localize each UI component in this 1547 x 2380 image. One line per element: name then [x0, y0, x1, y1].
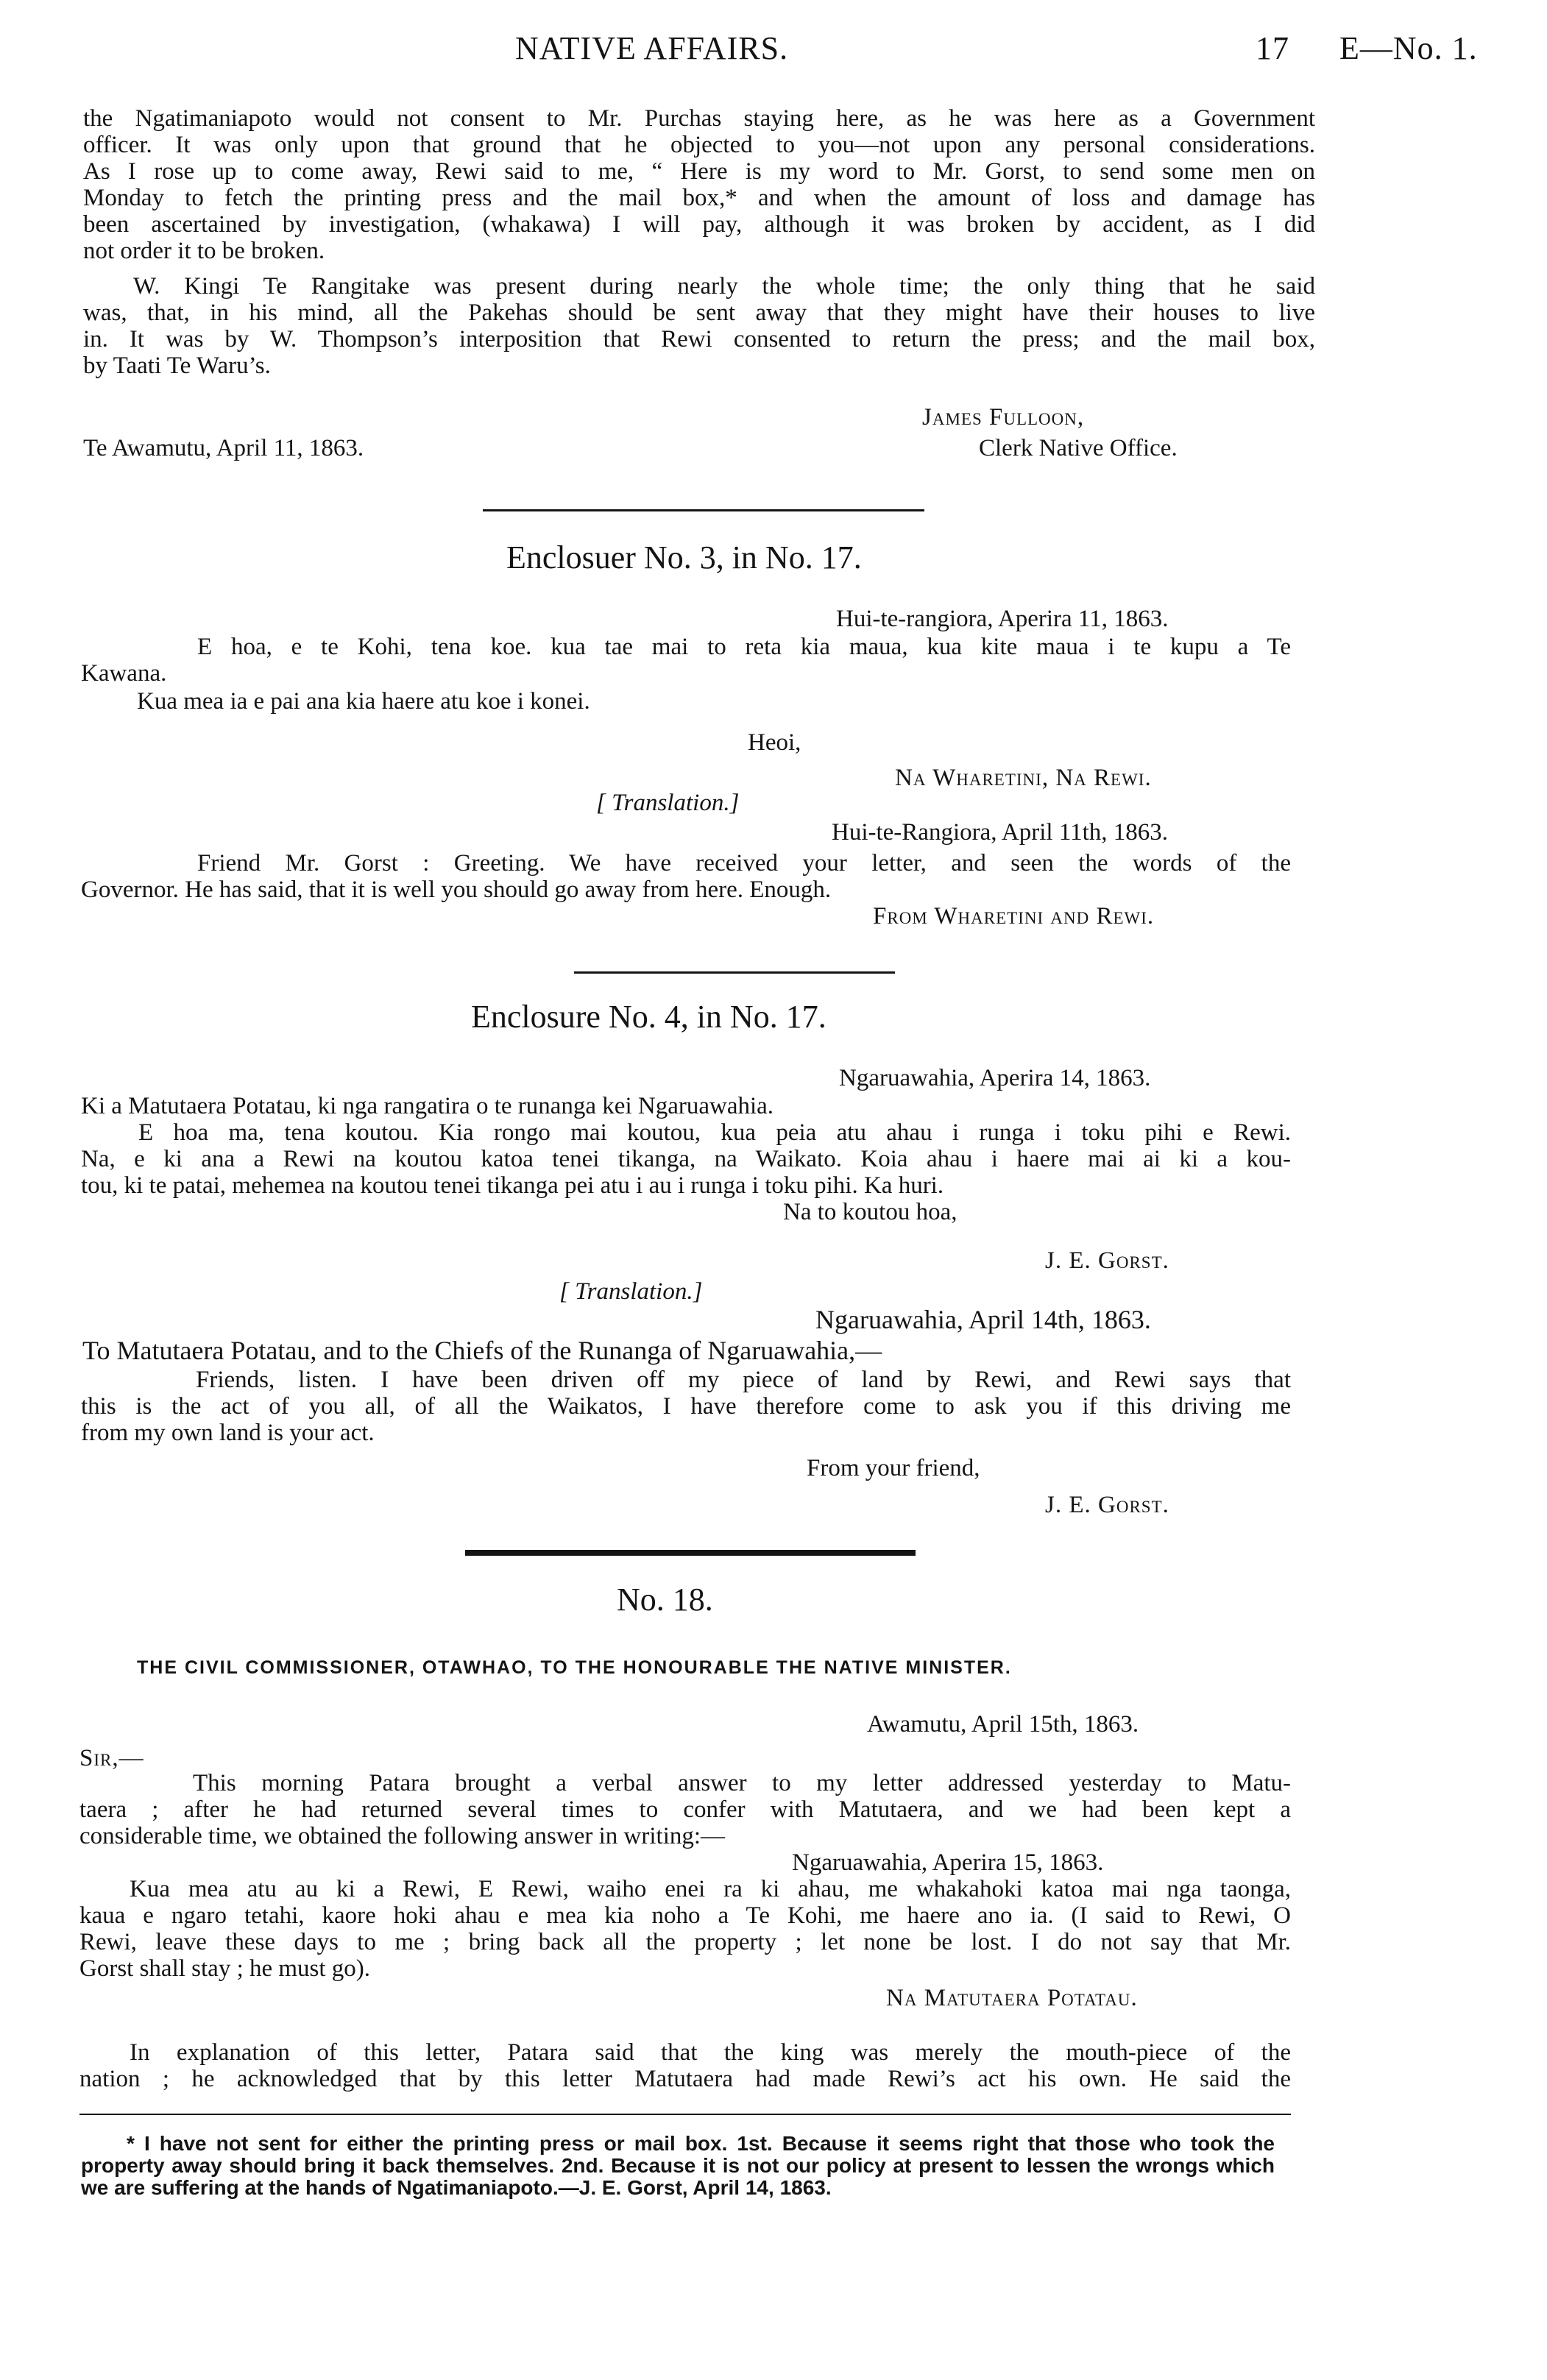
text-line: by Taati Te Waru’s.: [83, 353, 271, 379]
place-date: Ngaruawahia, Aperira 14, 1863.: [839, 1065, 1151, 1091]
text-line: was, that, in his mind, all the Pakehas should be sent away that they might have their houses to live: [83, 300, 1315, 326]
translation-label: [ Translation.]: [559, 1278, 703, 1305]
place-date: Awamutu, April 15th, 1863.: [867, 1711, 1139, 1738]
signature-name: James Fulloon,: [922, 404, 1085, 431]
closing: Na to koutou hoa,: [783, 1199, 957, 1225]
place-date: Ngaruawahia, April 14th, 1863.: [815, 1305, 1151, 1334]
document-code: E—No. 1.: [1339, 30, 1478, 66]
text-line: from my own land is your act.: [81, 1420, 375, 1446]
text-line: not order it to be broken.: [83, 238, 325, 264]
text-line: As I rose up to come away, Rewi said to me, “ Here is my word to Mr. Gorst, to send some men on: [83, 158, 1315, 185]
enclosure-4-heading: Enclosure No. 4, in No. 17.: [471, 999, 826, 1035]
no-18-subheading: THE CIVIL COMMISSIONER, OTAWHAO, TO THE HONOURABLE THE NATIVE MINISTER.: [137, 1657, 1012, 1678]
footnote-rule: [79, 2114, 1291, 2115]
signature: Na Matutaera Potatau.: [886, 1985, 1138, 2011]
text-line: taera ; after he had returned several times to confer with Matutaera, and we had been kept a: [79, 1796, 1291, 1823]
section-divider: [483, 509, 924, 511]
footnote-line: property away should bring it back themselves. 2nd. Because it is not our policy at present to lessen the wrongs which: [81, 2154, 1275, 2177]
no-18-heading: No. 18.: [617, 1582, 713, 1618]
footnote-line: * I have not sent for either the printing press or mail box. 1st. Because it seems right that those who took the: [127, 2132, 1275, 2155]
text-line: been ascertained by investigation, (whakawa) I will pay, although it was broken by accident, as I did: [83, 211, 1315, 238]
text-line: Kua mea atu au ki a Rewi, E Rewi, waiho enei ra ki ahau, me whakahoki katoa mai nga taonga,: [130, 1876, 1291, 1902]
text-line: Monday to fetch the printing press and the mail box,* and when the amount of loss and damage has: [83, 185, 1315, 211]
signature: J. E. Gorst.: [1045, 1492, 1169, 1518]
text-line: kaua e ngaro tetahi, kaore hoki ahau e mea kia noho a Te Kohi, me haere ano ia. (I said to Rewi, O: [79, 1902, 1291, 1929]
section-divider-heavy: [465, 1550, 916, 1556]
place-date: Hui-te-Rangiora, April 11th, 1863.: [832, 819, 1169, 846]
text-line: E hoa ma, tena koutou. Kia rongo mai koutou, kua peia atu ahau i runga i toku pihi e Rewi.: [138, 1119, 1291, 1146]
running-title: NATIVE AFFAIRS.: [515, 30, 789, 66]
text-line: In explanation of this letter, Patara said that the king was merely the mouth-piece of the: [130, 2039, 1291, 2066]
text-line: Rewi, leave these days to me ; bring back all the property ; let none be lost. I do not say that Mr.: [79, 1929, 1291, 1955]
text-line: considerable time, we obtained the following answer in writing:—: [79, 1823, 726, 1849]
enclosure-3-heading: Enclosuer No. 3, in No. 17.: [506, 539, 862, 575]
text-line: officer. It was only upon that ground that he objected to you—not upon any personal considerations.: [83, 132, 1315, 158]
closing: From your friend,: [807, 1455, 980, 1481]
translation-label: [ Translation.]: [596, 790, 740, 816]
text-line: tou, ki te patai, mehemea na koutou tenei tikanga pei atu i au i runga i toku pihi. Ka huri.: [81, 1172, 944, 1199]
text-line: Gorst shall stay ; he must go).: [79, 1955, 371, 1982]
place-date: Te Awamutu, April 11, 1863.: [83, 435, 364, 461]
signature: J. E. Gorst.: [1045, 1247, 1169, 1274]
text-line: Kawana.: [81, 660, 167, 687]
text-line: Governor. He has said, that it is well you should go away from here. Enough.: [81, 876, 832, 903]
text-line: Friends, listen. I have been driven off my piece of land by Rewi, and Rewi says that: [196, 1367, 1291, 1393]
text-line: in. It was by W. Thompson’s interposition that Rewi consented to return the press; and the mail box,: [83, 326, 1315, 353]
text-line: To Matutaera Potatau, and to the Chiefs of the Runanga of Ngaruawahia,—: [82, 1336, 882, 1365]
place-date: Hui-te-rangiora, Aperira 11, 1863.: [836, 606, 1169, 632]
signature: From Wharetini and Rewi.: [873, 903, 1155, 929]
footnote-line: we are suffering at the hands of Ngatimaniapoto.—J. E. Gorst, April 14, 1863.: [81, 2176, 832, 2199]
text-line: the Ngatimaniapoto would not consent to Mr. Purchas staying here, as he was here as a Government: [83, 105, 1315, 132]
section-divider: [574, 971, 895, 974]
text-line: W. Kingi Te Rangitake was present during nearly the whole time; the only thing that he said: [133, 273, 1315, 300]
closing: Heoi,: [748, 729, 801, 756]
text-line: This morning Patara brought a verbal answer to my letter addressed yesterday to Matu-: [193, 1770, 1291, 1796]
text-line: Na, e ki ana a Rewi na koutou katoa tenei tikanga, na Waikato. Koia ahau i haere mai ai ki a kou-: [81, 1146, 1291, 1172]
place-date: Ngaruawahia, Aperira 15, 1863.: [792, 1849, 1104, 1876]
text-line: Ki a Matutaera Potatau, ki nga rangatira o te runanga kei Ngaruawahia.: [81, 1093, 774, 1119]
text-line: this is the act of you all, of all the Waikatos, I have therefore come to ask you if this driving me: [81, 1393, 1291, 1420]
text-line: nation ; he acknowledged that by this letter Matutaera had made Rewi’s act his own. He said the: [79, 2066, 1291, 2092]
signature: Na Wharetini, Na Rewi.: [895, 765, 1152, 791]
text-line: Kua mea ia e pai ana kia haere atu koe i konei.: [137, 688, 590, 715]
text-line: E hoa, e te Kohi, tena koe. kua tae mai to reta kia maua, kua kite maua i te kupu a Te: [197, 634, 1291, 660]
salutation: Sir,—: [79, 1745, 144, 1771]
page-number: 17: [1256, 30, 1289, 66]
signature-title: Clerk Native Office.: [979, 435, 1178, 461]
text-line: Friend Mr. Gorst : Greeting. We have received your letter, and seen the words of the: [197, 850, 1291, 876]
